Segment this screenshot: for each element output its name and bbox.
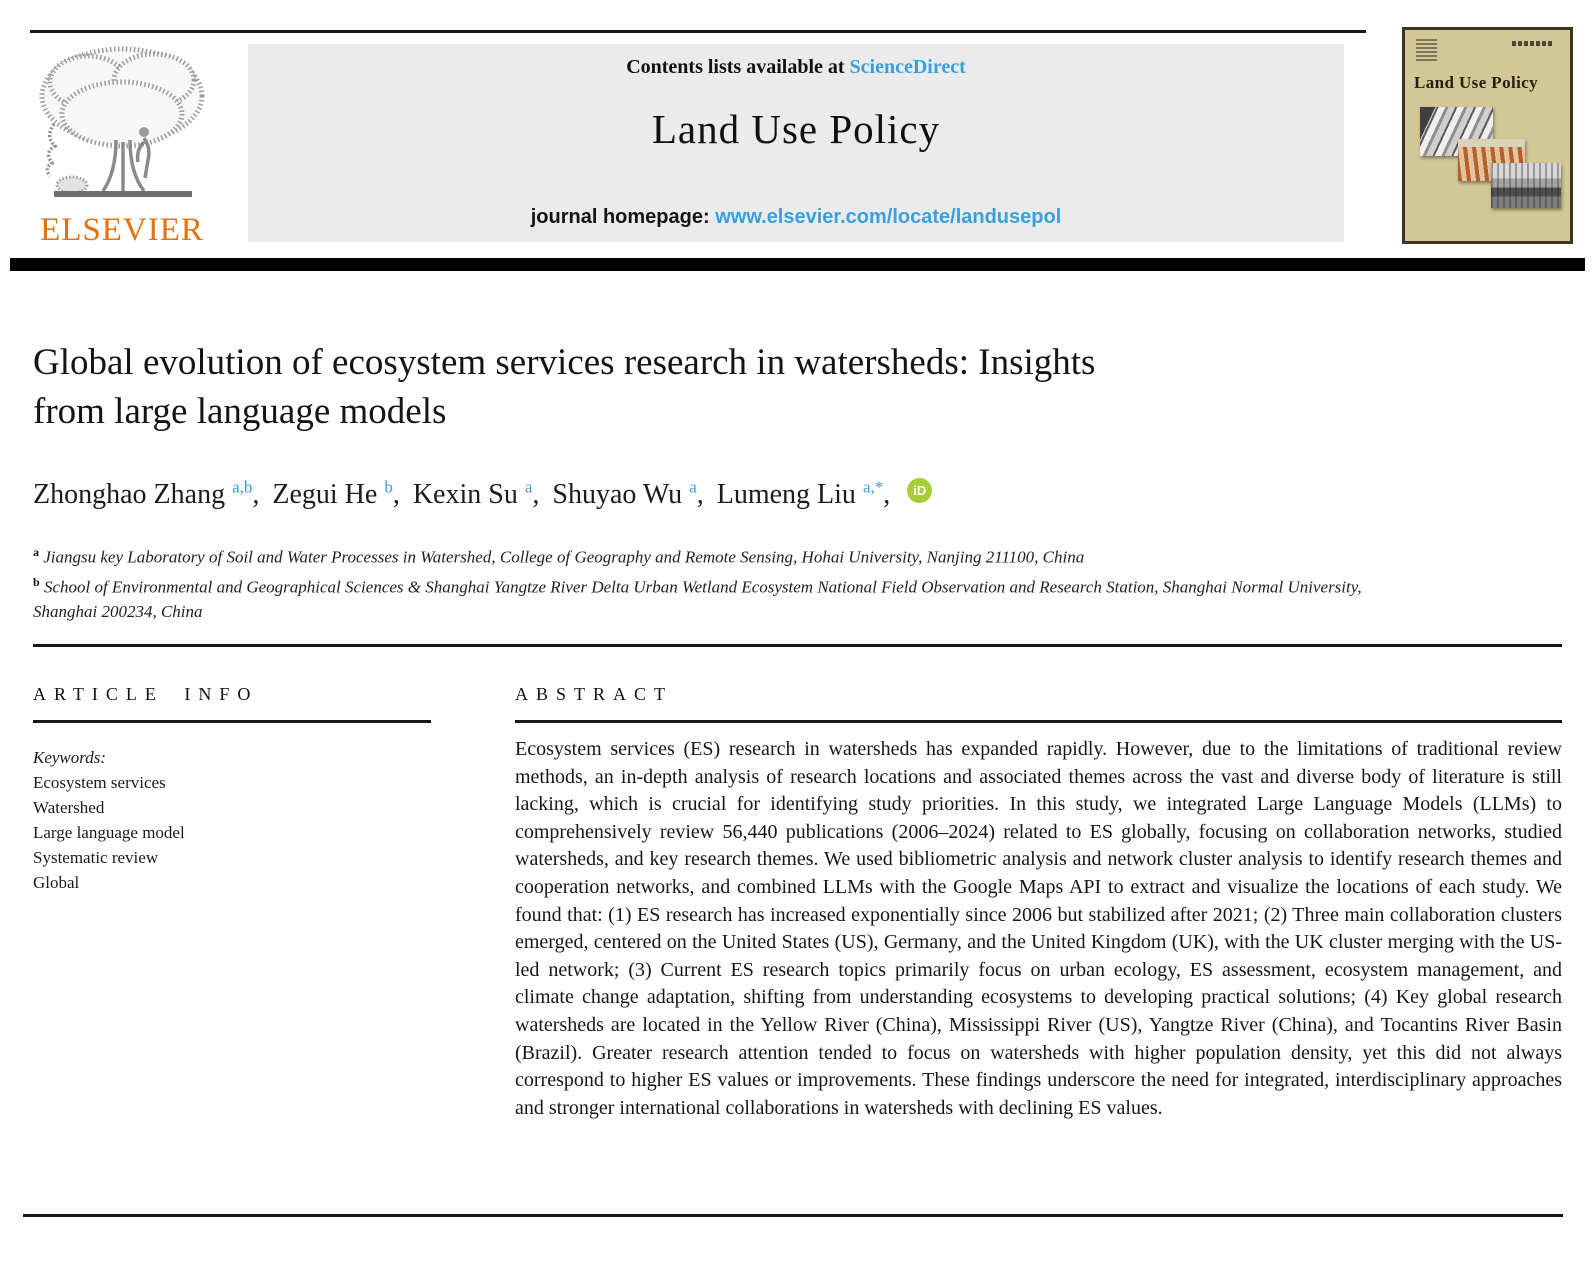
cover-journal-title: Land Use Policy [1414, 73, 1539, 92]
author-name: Shuyao Wu [552, 479, 683, 511]
keyword-1: Ecosystem services [33, 773, 166, 792]
article-info-heading: ARTICLE INFO [33, 684, 259, 704]
homepage-prefix: journal homepage: [530, 206, 716, 228]
author-affil-sup: a,* [862, 478, 884, 497]
author-name: Lumeng Liu [716, 479, 856, 511]
contents-prefix: Contents lists available at [626, 56, 850, 78]
affiliation-marker: b [33, 574, 40, 589]
author-name: Kexin Su [412, 479, 518, 511]
section-bottom-rule [23, 1214, 1563, 1217]
header-divider-bar [10, 258, 1585, 271]
author-2[interactable] [272, 479, 399, 510]
orcid-icon[interactable]: iD [907, 478, 932, 503]
affiliations [33, 540, 1378, 624]
abstract-section [515, 684, 1562, 1122]
cover-issue-text [1512, 41, 1554, 46]
keyword-4: Systematic review [33, 848, 159, 867]
article-title-line2: from large language models [33, 391, 447, 432]
abstract-rule [515, 720, 1562, 723]
affiliation-marker: a [33, 545, 39, 559]
author-affil-sup: a [524, 478, 533, 497]
article-title-line1: Global evolution of ecosystem services research in watersheds: Insights [33, 342, 1096, 383]
author-affil-sup: b [384, 478, 393, 497]
elsevier-wordmark: ELSEVIER [40, 212, 204, 248]
author-affil-sup: a,b [232, 478, 253, 497]
cover-publisher-mark-icon [1416, 39, 1437, 63]
elsevier-tree-icon [32, 42, 212, 210]
affiliation-b [33, 570, 1363, 625]
header-top-rule [30, 30, 1366, 33]
keyword-5: Global [33, 873, 80, 892]
author-4[interactable] [552, 479, 703, 510]
section-top-rule [33, 644, 1562, 647]
author-1[interactable] [33, 479, 259, 510]
cover-image-landscape [1491, 163, 1561, 208]
journal-cover-thumbnail[interactable] [1402, 27, 1573, 244]
article-title [33, 338, 1333, 436]
affiliation-text: Jiangsu key Laboratory of Soil and Water Processes in Watershed, College of Geography and Remote Sensing, Hohai University, Nanjing 211100, China [43, 547, 1085, 567]
abstract-heading: ABSTRACT [515, 684, 674, 704]
article-info-section [33, 684, 431, 895]
journal-title: Land Use Policy [651, 106, 941, 152]
author-5[interactable] [717, 479, 891, 510]
author-name: Zhonghao Zhang [33, 479, 226, 511]
journal-homepage-link[interactable]: www.elsevier.com/locate/landusepol [715, 206, 1062, 228]
author-affil-sup: a [689, 478, 697, 497]
affiliation-text: School of Environmental and Geographical Sciences & Shanghai Yangtze River Delta Urban Wetland Ecosystem National Field Observation and Research Station, Shanghai Normal University, Shanghai 200234, China [33, 577, 1362, 622]
journal-banner [248, 44, 1344, 242]
author-name: Zegui He [272, 479, 378, 511]
author-3[interactable] [413, 479, 540, 510]
affiliation-a [33, 540, 1363, 570]
abstract-text: Ecosystem services (ES) research in watersheds has expanded rapidly. However, due to the limitations of traditional review methods, an in-depth analysis of research locations and associated themes across the vast and diverse body of literature is still lacking, which is crucial for identifying study priorities. In this study, we integrated Large Language Models (LLMs) to comprehensively review 56,440 publications (2006–2024) related to ES globally, focusing on collaboration networks, studied watersheds, and key research themes. We used bibliometric analysis and network cluster analysis to identify research themes and cooperation networks, and combined LLMs with the Google Maps API to extract and visualize the locations of each study. We found that: (1) ES research has increased exponentially since 2006 but stabilized after 2021; (2) Three main collaboration clusters emerged, centered on the United States (US), Germany, and the United Kingdom (UK), with the UK cluster merging with the US-led network; (3) Current ES research topics primarily focus on urban ecology, ES assessment, ecosystem management, and climate change adaptation, shifting from understanding ecosystems to developing practical solutions; (4) Key global research watersheds are located in the Yellow River (China), Mississippi River (US), Yangtze River (China), and Tocantins River Basin (Brazil). Greater research attention tended to focus on watersheds with higher population density, yet this did not always correspond to higher ES values or improvements. These findings underscore the need for integrated, interdisciplinary approaches and stronger international collaborations in watersheds with declining ES values. [515, 738, 1562, 1119]
author-list [33, 478, 932, 511]
keyword-2: Watershed [33, 798, 105, 817]
contents-line [248, 44, 1344, 79]
elsevier-logo[interactable] [30, 42, 214, 247]
keywords-label: Keywords: [33, 748, 107, 767]
keyword-3: Large language model [33, 823, 185, 842]
sciencedirect-link[interactable]: ScienceDirect [849, 56, 966, 78]
article-info-rule [33, 720, 431, 723]
homepage-line [248, 206, 1344, 229]
